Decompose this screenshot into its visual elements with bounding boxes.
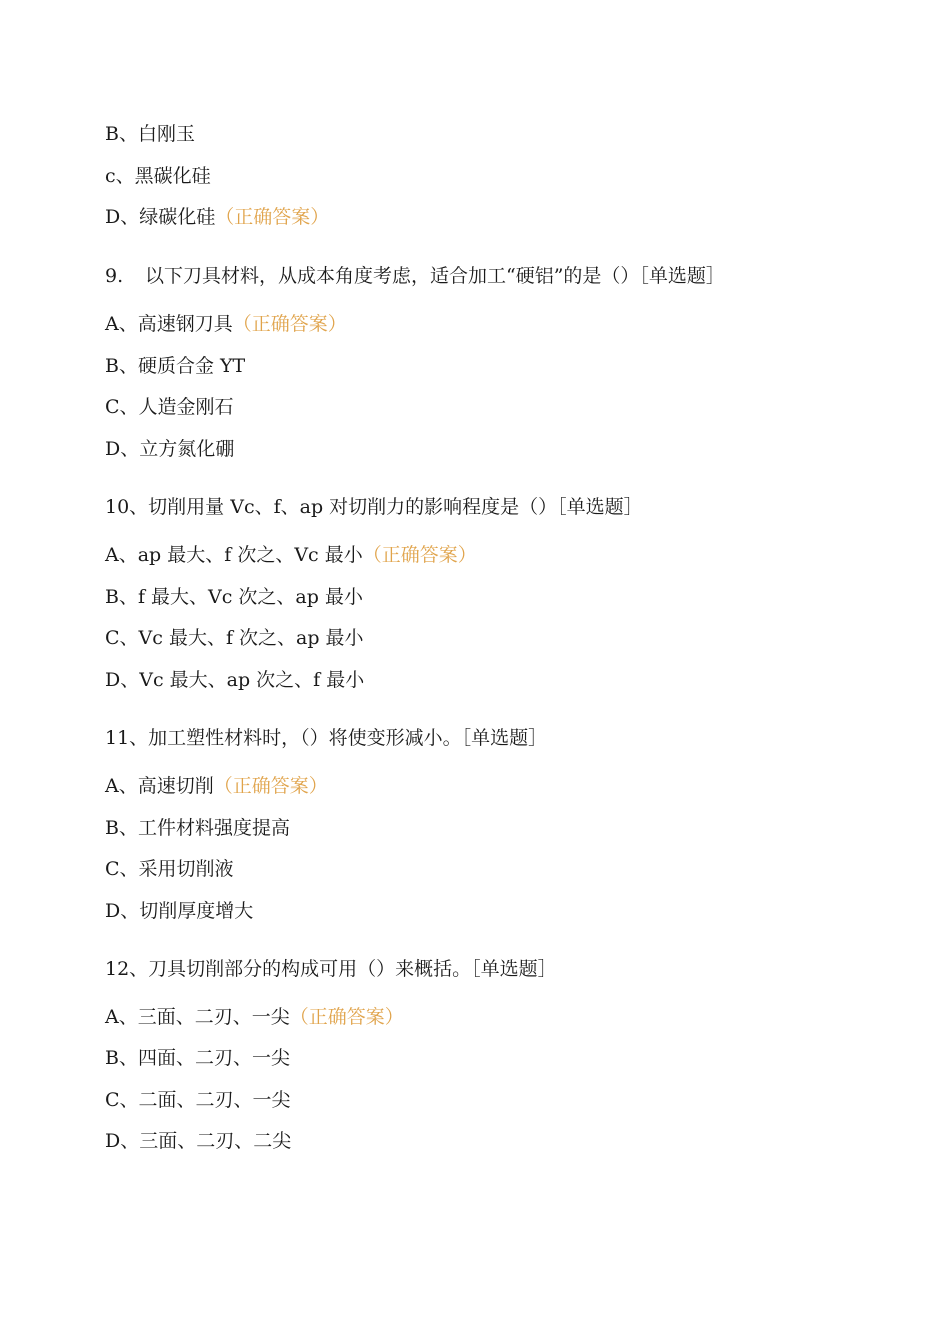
- option-c-q9: C、人造金刚石: [105, 396, 234, 418]
- option-a-q12: A、三面、二刃、一尖（正确答案）: [105, 1006, 404, 1028]
- option-c-q8: c、黑碳化硅: [105, 165, 211, 187]
- question-12: [105, 957, 557, 981]
- option-a-q9: A、高速钢刀具（正确答案）: [105, 313, 347, 335]
- option-c-q12: C、二面、二刃、一尖: [105, 1089, 291, 1111]
- option-d-q12: D、三面、二刃、二尖: [105, 1130, 292, 1152]
- question-11: [105, 726, 547, 750]
- question-text: 10、切削用量 Vc、f、ap 对切削力的影响程度是（）［单选题］: [105, 496, 643, 518]
- correct-answer-mark: （正确答案）: [213, 775, 328, 797]
- option-b-q8: B、白刚玉: [105, 123, 195, 145]
- option-d-q9: D、立方氮化硼: [105, 438, 235, 460]
- option-c-q11: C、采用切削液: [105, 858, 234, 880]
- option-c-q10: C、Vc 最大、f 次之、ap 最小: [105, 627, 364, 649]
- option-d-q10: D、Vc 最大、ap 次之、f 最小: [105, 669, 365, 691]
- option-b-q10: B、f 最大、Vc 次之、ap 最小: [105, 586, 363, 608]
- option-b-q11: B、工件材料强度提高: [105, 817, 290, 839]
- option-b-q9: B、硬质合金 YT: [105, 355, 246, 377]
- correct-answer-mark: （正确答案）: [215, 206, 330, 228]
- option-d-q11: D、切削厚度增大: [105, 900, 254, 922]
- option-a-q10: A、ap 最大、f 次之、Vc 最小（正确答案）: [105, 544, 477, 566]
- option-b-q12: B、四面、二刃、一尖: [105, 1047, 290, 1069]
- question-10: [105, 495, 643, 519]
- question-text: 以下刀具材料，从成本角度考虑，适合加工“硬铝”的是（）［单选题］: [145, 265, 725, 287]
- question-9: [105, 264, 725, 288]
- question-number: 9.: [105, 265, 124, 287]
- option-d-q8: D、绿碳化硅（正确答案）: [105, 206, 330, 228]
- correct-answer-mark: （正确答案）: [362, 544, 477, 566]
- correct-answer-mark: （正确答案）: [289, 1006, 404, 1028]
- correct-answer-mark: （正确答案）: [232, 313, 347, 335]
- question-text: 11、加工塑性材料时，（）将使变形减小。［单选题］: [105, 727, 548, 749]
- option-a-q11: A、高速切削（正确答案）: [105, 775, 328, 797]
- question-text: 12、刀具切削部分的构成可用（）来概括。［单选题］: [105, 958, 557, 980]
